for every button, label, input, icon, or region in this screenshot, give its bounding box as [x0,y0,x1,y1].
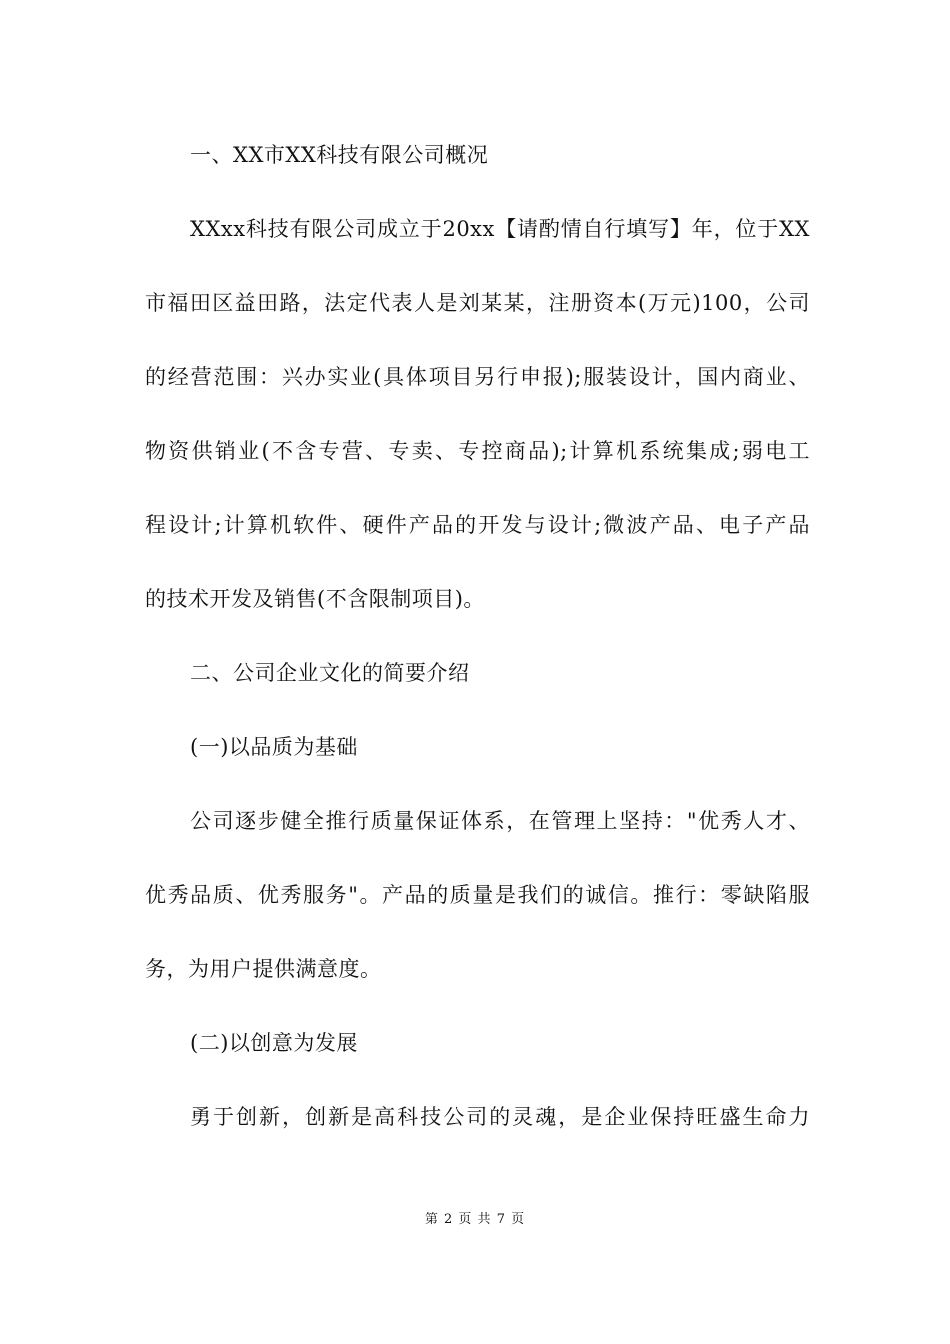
paragraph-line: 物资供销业(不含专营、专卖、专控商品);计算机系统集成;弱电工 [145,439,810,463]
paragraph-line: 的技术开发及销售(不含限制项目)。 [145,587,485,611]
paragraph-line: 市福田区益田路，法定代表人是刘某某，注册资本(万元)100，公司 [145,291,810,315]
paragraph-line: 勇于创新，创新是高科技公司的灵魂，是企业保持旺盛生命力 [190,1105,810,1129]
subheading-innovation: (二)以创意为发展 [190,1031,358,1055]
paragraph-line: 务，为用户提供满意度。 [145,957,382,981]
page-number-footer: 第 2 页 共 7 页 [424,1212,526,1227]
section-heading-company-overview: 一、XX市XX科技有限公司概况 [190,143,489,167]
paragraph-line: 公司逐步健全推行质量保证体系，在管理上坚持："优秀人才、 [190,809,810,833]
subheading-quality: (一)以品质为基础 [190,735,358,759]
paragraph-line: XXxx科技有限公司成立于20xx【请酌情自行填写】年，位于XX [190,217,810,241]
section-heading-culture: 二、公司企业文化的简要介绍 [190,661,470,685]
paragraph-line: 程设计;计算机软件、硬件产品的开发与设计;微波产品、电子产品 [145,513,810,537]
paragraph-line: 的经营范围：兴办实业(具体项目另行申报);服装设计，国内商业、 [145,365,810,389]
paragraph-line: 优秀品质、优秀服务"。产品的质量是我们的诚信。推行：零缺陷服 [145,883,810,907]
